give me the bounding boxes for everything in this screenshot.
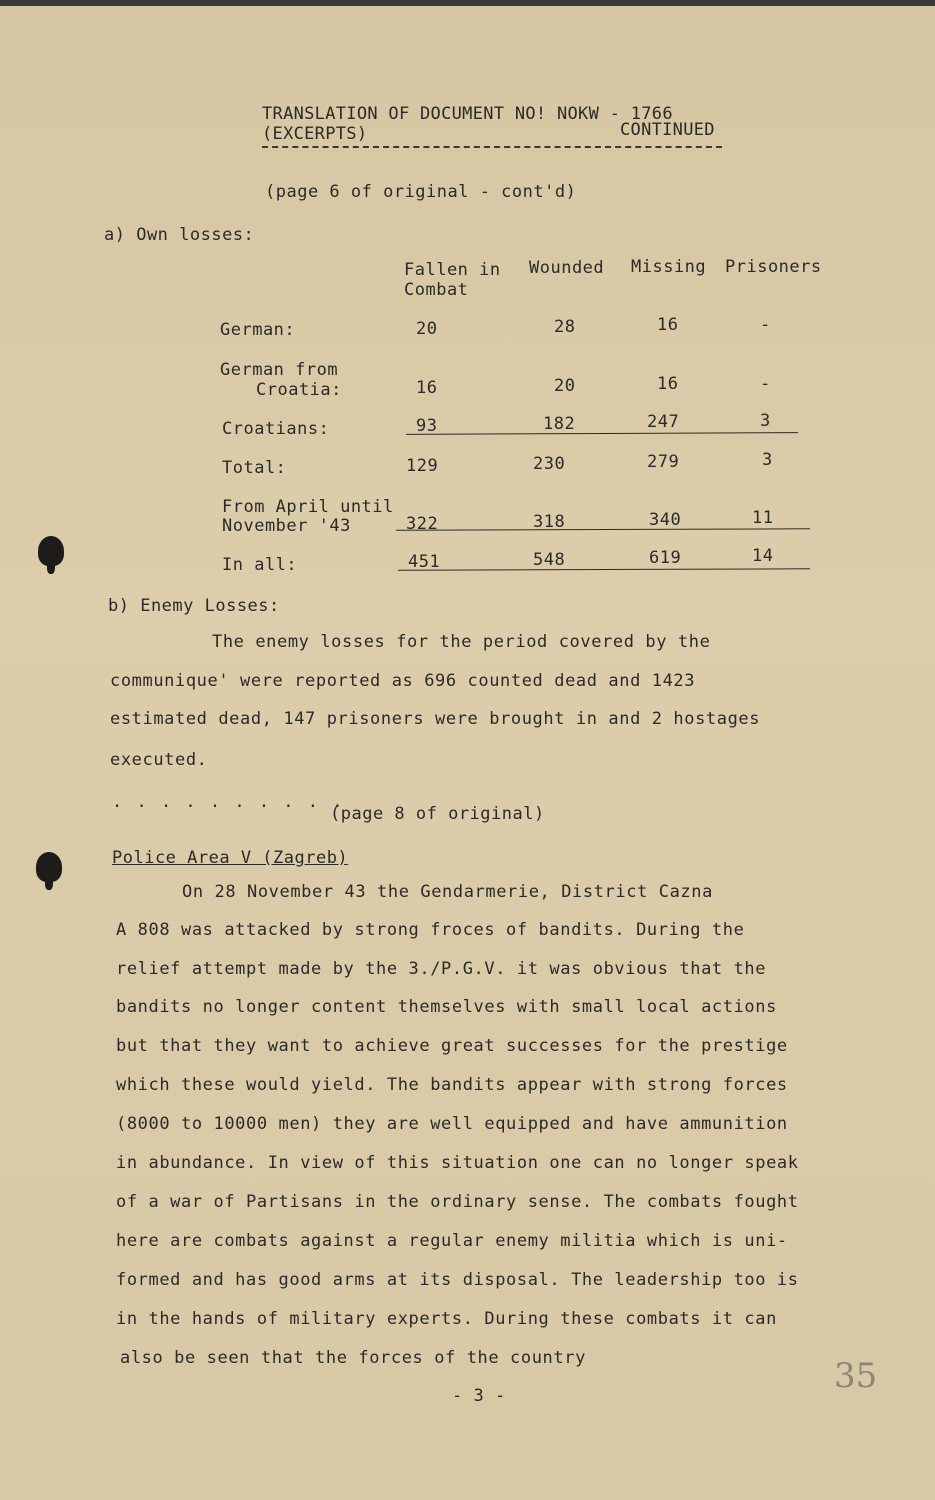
cell-cro-prisoners: 3 [760,411,771,431]
row-label-german: German: [220,320,296,340]
enemy-line-1: The enemy losses for the period covered by the [212,632,711,652]
cell-total-prisoners: 3 [762,450,773,470]
top-edge [0,0,935,6]
excerpts-label: (EXCERPTS) [262,124,368,144]
cell-april-fallen: 322 [406,514,439,534]
cell-cro-wounded: 182 [543,414,576,434]
punch-hole-top [38,536,64,566]
page-reference-2: (page 8 of original) [330,804,545,824]
police-line-6: which these would yield. The bandits appear with strong forces [116,1075,788,1095]
row-label-croatians: Croatians: [222,419,330,439]
police-line-11: formed and has good arms at its disposal. The leadership too is [116,1270,799,1290]
cell-gcro-wounded: 20 [554,376,576,396]
enemy-line-2: communique' were reported as 696 counted dead and 1423 [110,671,696,691]
police-line-12: in the hands of military experts. During these combats it can [116,1309,777,1329]
cell-gcro-fallen: 16 [416,378,438,398]
cell-total-missing: 279 [647,452,680,472]
col-header-prisoners: Prisoners [725,257,822,277]
april-rule [396,528,810,530]
header-divider [262,146,722,148]
row-label-in-all: In all: [222,555,298,575]
enemy-losses-heading: b) Enemy Losses: [108,596,280,616]
cell-inall-fallen: 451 [408,552,441,572]
page-reference-1: (page 6 of original - cont'd) [265,182,577,202]
cell-total-fallen: 129 [406,456,439,476]
police-line-7: (8000 to 10000 men) they are well equipped and have ammunition [116,1114,788,1134]
in-all-rule [398,568,810,570]
police-line-5: but that they want to achieve great successes for the prestige [116,1036,788,1056]
col-header-missing: Missing [631,257,707,277]
cell-german-fallen: 20 [416,319,438,339]
continued-label: CONTINUED [620,120,715,140]
cell-german-prisoners: - [760,315,771,335]
cell-april-wounded: 318 [533,512,566,532]
police-line-2: A 808 was attacked by strong froces of bandits. During the [116,920,745,940]
omission-dots: . . . . . . . . . . [112,792,345,812]
police-line-9: of a war of Partisans in the ordinary sense. The combats fought [116,1192,799,1212]
cell-cro-missing: 247 [647,412,680,432]
enemy-line-3: estimated dead, 147 prisoners were brought in and 2 hostages [110,709,761,729]
cell-inall-wounded: 548 [533,550,566,570]
page-number: - 3 - [452,1386,506,1406]
cell-april-prisoners: 11 [752,508,774,528]
cell-german-wounded: 28 [554,317,576,337]
row-label-total: Total: [222,458,287,478]
pencil-page-mark: 35 [834,1356,878,1396]
row-label-april-1: From April until [222,497,394,517]
col-header-fallen-1: Fallen in [404,260,501,280]
police-line-13: also be seen that the forces of the country [120,1348,586,1368]
doc-title: TRANSLATION OF DOCUMENT NO! NOKW - 1766 [262,104,673,124]
enemy-line-4: executed. [110,750,208,770]
cell-cro-fallen: 93 [416,416,438,436]
own-losses-heading: a) Own losses: [104,225,255,245]
cell-april-missing: 340 [649,510,682,530]
subtotal-rule [406,432,798,435]
police-line-8: in abundance. In view of this situation one can no longer speak [116,1153,799,1173]
cell-german-missing: 16 [657,315,679,335]
police-line-3: relief attempt made by the 3./P.G.V. it was obvious that the [116,959,767,979]
cell-inall-missing: 619 [649,548,682,568]
row-label-german-croatia-2: Croatia: [256,380,342,400]
police-area-heading: Police Area V (Zagreb) [112,848,349,868]
police-line-1: On 28 November 43 the Gendarmerie, District Cazna [182,882,713,902]
col-header-wounded: Wounded [529,258,605,278]
punch-hole-bottom [36,852,62,882]
row-label-april-2: November '43 [222,516,351,536]
row-label-german-croatia-1: German from [220,360,339,380]
police-line-10: here are combats against a regular enemy militia which is uni- [116,1231,788,1251]
cell-total-wounded: 230 [533,454,566,474]
cell-gcro-missing: 16 [657,374,679,394]
cell-inall-prisoners: 14 [752,546,774,566]
police-line-4: bandits no longer content themselves with small local actions [116,997,777,1017]
col-header-fallen-2: Combat [404,280,469,300]
cell-gcro-prisoners: - [760,374,771,394]
